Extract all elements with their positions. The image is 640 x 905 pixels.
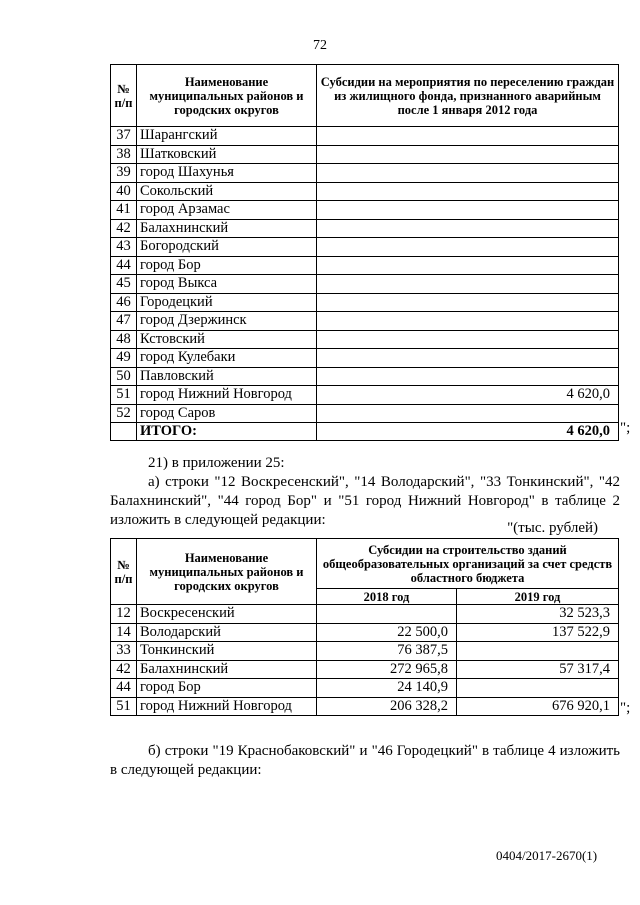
row-number: 42 [111,660,137,679]
header-name: Наименование муниципальных районов и городских округов [137,65,317,127]
municipality-name: Балахнинский [137,660,317,679]
row-number: 46 [111,293,137,312]
municipality-name: Тонкинский [137,642,317,661]
value-2018: 24 140,9 [317,679,457,698]
table-row [111,219,619,238]
row-number: 45 [111,275,137,294]
row-number: 44 [111,679,137,698]
value-2018: 272 965,8 [317,660,457,679]
municipality-name: Воскресенский [137,605,317,624]
table-row [111,660,619,679]
units-label: "(тыс. рублей) [507,520,598,536]
row-number: 37 [111,127,137,146]
subsidy-value [317,367,619,386]
municipality-name: город Арзамас [137,201,317,220]
subsidy-value: 4 620,0 [317,386,619,405]
subsidy-value [317,256,619,275]
table-row [111,330,619,349]
value-2018: 76 387,5 [317,642,457,661]
table-row [111,605,619,624]
row-number: 50 [111,367,137,386]
value-2019 [457,679,619,698]
municipality-name: город Бор [137,256,317,275]
subsidy-value [317,293,619,312]
relocation-subsidy-table [110,64,619,441]
total-value: 4 620,0 [317,423,619,441]
table-row [111,367,619,386]
subitem-a-text: а) строки "12 Воскресенский", "14 Володарский", "33 Тонкинский", "42 Балахнинский", "44 город Бор" и "51 город Нижний Новгород" в таблице 2 изложить в следующей редакции: [110,474,620,528]
table2-closing-quote: "; [620,700,631,716]
value-2018 [317,605,457,624]
header-year-2018: 2018 год [317,589,457,605]
municipality-name: Городецкий [137,293,317,312]
municipality-name: город Дзержинск [137,312,317,331]
school-construction-table [110,538,619,716]
subsidy-value [317,275,619,294]
row-number: 51 [111,386,137,405]
value-2018: 22 500,0 [317,623,457,642]
table-row [111,679,619,698]
table-row [111,275,619,294]
header-subsidy: Субсидии на строительство зданий общеобразовательных организаций за счет средств областного бюджета [317,539,619,589]
row-number: 14 [111,623,137,642]
subsidy-value [317,164,619,183]
row-number: 47 [111,312,137,331]
row-number: 52 [111,404,137,423]
value-2018: 206 328,2 [317,697,457,716]
header-subsidy: Субсидии на мероприятия по переселению граждан из жилищного фонда, признанного аварийным после 1 января 2012 года [317,65,619,127]
municipality-name: Балахнинский [137,219,317,238]
municipality-name: Сокольский [137,182,317,201]
table1-closing-quote: "; [620,420,631,436]
header-num: № п/п [111,65,137,127]
municipality-name: город Саров [137,404,317,423]
document-code: 0404/2017-2670(1) [496,848,598,863]
row-number: 48 [111,330,137,349]
row-number: 12 [111,605,137,624]
row-number: 39 [111,164,137,183]
item-21: 21) в приложении 25: [148,455,285,471]
row-number: 43 [111,238,137,257]
municipality-name: Шатковский [137,145,317,164]
subitem-b-text: б) строки "19 Краснобаковский" и "46 Городецкий" в таблице 4 изложить в следующей редакции: [110,743,620,778]
value-2019 [457,642,619,661]
value-2019: 137 522,9 [457,623,619,642]
table-row [111,164,619,183]
table-row [111,127,619,146]
subsidy-value [317,349,619,368]
header-num: № п/п [111,539,137,605]
page-number: 72 [313,38,327,53]
table-row [111,238,619,257]
row-number: 42 [111,219,137,238]
row-number: 40 [111,182,137,201]
row-number: 51 [111,697,137,716]
table-row [111,201,619,220]
table-row [111,623,619,642]
total-empty-cell [111,423,137,441]
municipality-name: Кстовский [137,330,317,349]
row-number: 33 [111,642,137,661]
subsidy-value [317,201,619,220]
row-number: 49 [111,349,137,368]
subsidy-value [317,312,619,331]
municipality-name: город Выкса [137,275,317,294]
municipality-name: Богородский [137,238,317,257]
subsidy-value [317,238,619,257]
subsidy-value [317,330,619,349]
header-year-2019: 2019 год [457,589,619,605]
row-number: 44 [111,256,137,275]
table-row [111,404,619,423]
municipality-name: город Кулебаки [137,349,317,368]
table-row [111,642,619,661]
subsidy-value [317,182,619,201]
table-row [111,256,619,275]
value-2019: 57 317,4 [457,660,619,679]
value-2019: 676 920,1 [457,697,619,716]
municipality-name: Павловский [137,367,317,386]
total-label: ИТОГО: [137,423,317,441]
row-number: 38 [111,145,137,164]
table-row [111,145,619,164]
municipality-name: город Бор [137,679,317,698]
subsidy-value [317,219,619,238]
municipality-name: город Шахунья [137,164,317,183]
subsidy-value [317,145,619,164]
table-row [111,293,619,312]
municipality-name: Володарский [137,623,317,642]
subsidy-value [317,127,619,146]
municipality-name: город Нижний Новгород [137,386,317,405]
header-name: Наименование муниципальных районов и городских округов [137,539,317,605]
table-row [111,386,619,405]
table-row [111,697,619,716]
value-2019: 32 523,3 [457,605,619,624]
table-row [111,312,619,331]
table-row [111,182,619,201]
row-number: 41 [111,201,137,220]
municipality-name: Шарангский [137,127,317,146]
table-row [111,349,619,368]
subsidy-value [317,404,619,423]
municipality-name: город Нижний Новгород [137,697,317,716]
